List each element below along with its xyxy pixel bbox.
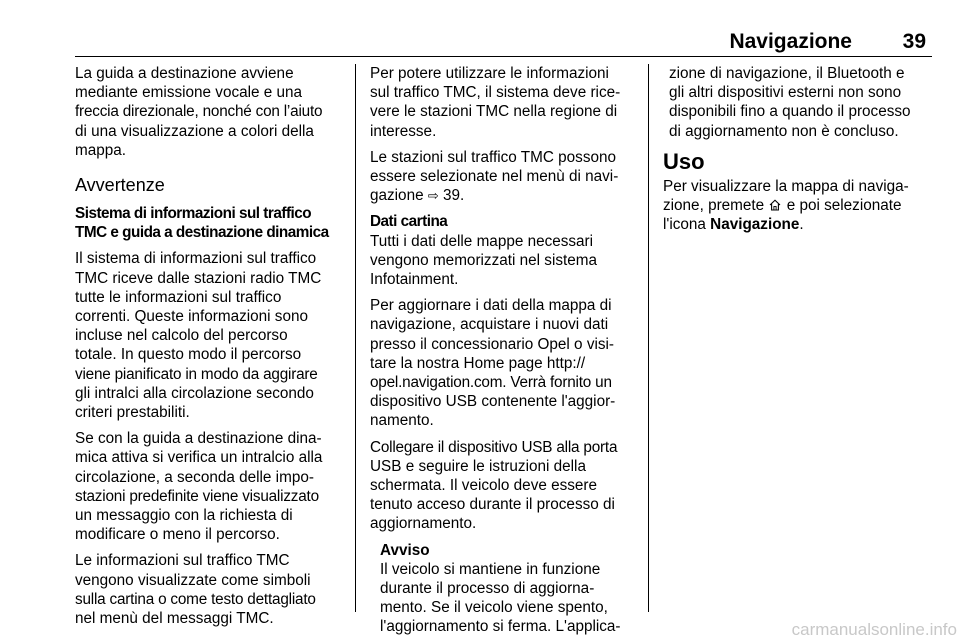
column-3: [663, 64, 929, 241]
paragraph: [370, 296, 636, 430]
column-1: [75, 64, 343, 635]
text-line: navigazione, acquistare i nuovi dati: [370, 316, 609, 334]
text-line: l'icona: [663, 216, 706, 234]
text-line: durante il processo di aggiorna-: [380, 580, 595, 598]
text-line: Il veicolo si mantiene in funzione: [380, 560, 601, 578]
text-line: schermata. Il veicolo deve essere: [370, 477, 598, 495]
menu-item-navigazione: Navigazione: [710, 216, 800, 234]
text-line: interesse.: [370, 122, 437, 140]
text-line: USB e seguire le istruzioni della: [370, 457, 586, 475]
text-line: correnti. Queste informazioni sono: [75, 308, 308, 326]
text-line: e poi selezionate: [786, 197, 902, 215]
intro-paragraph: [75, 64, 343, 160]
text-line: Collegare il dispositivo USB alla porta: [370, 438, 618, 456]
paragraph: [370, 438, 636, 534]
text-line: totale. In questo modo il percorso: [75, 346, 302, 364]
text-line: presso il concessionario Opel o visi-: [370, 335, 615, 353]
page-header: [75, 30, 932, 54]
text-line: viene pianificato in modo da aggirare: [75, 365, 318, 383]
note-box: [380, 541, 636, 637]
text-line: Sistema di informazioni sul traffico: [75, 205, 312, 223]
text-line: aggiornamento.: [370, 515, 477, 533]
header-rule: [75, 56, 932, 57]
text-line: criteri prestabiliti.: [75, 404, 190, 422]
page-reference-arrow-icon: ⇨: [427, 188, 439, 204]
watermark: carmanualsonline.info: [791, 620, 957, 639]
paragraph: [370, 232, 636, 290]
text-line: Per aggiornare i dati della mappa di: [370, 297, 612, 315]
section-heading: Avvertenze: [75, 175, 165, 196]
subheading: Dati cartina: [370, 213, 448, 231]
text-line: di una visualizzazione a colori della: [75, 122, 314, 140]
text-line: sul traffico TMC, il sistema deve rice-: [370, 84, 621, 102]
text-line: l'aggiornamento si ferma. L'applica-: [380, 618, 621, 636]
paragraph: [370, 64, 636, 141]
text-line: nel menù del messaggi TMC.: [75, 610, 274, 628]
page-number: 39: [902, 30, 926, 53]
text-line: di aggiornamento non è concluso.: [669, 122, 899, 140]
text-line: La guida a destinazione avviene: [75, 65, 294, 82]
text-line: vere le stazioni TMC nella regione di: [370, 103, 618, 121]
text-line: tare la nostra Home page http://: [370, 354, 586, 372]
text-line: Per visualizzare la mappa di naviga-: [663, 177, 909, 195]
text-line: un messaggio con la richiesta di: [75, 507, 293, 525]
text-line: tenuto acceso durante il processo di: [370, 496, 615, 514]
text-line: stazioni predefinite viene visualizzato: [75, 487, 319, 505]
text-line: Le informazioni sul traffico TMC: [75, 552, 290, 570]
page-reference[interactable]: 39.: [443, 187, 465, 205]
text-line: mento. Se il veicolo viene spento,: [380, 599, 608, 617]
text-line: essere selezionate nel menù di navi-: [370, 168, 619, 186]
text-line: Per potere utilizzare le informazioni: [370, 65, 609, 82]
text-line: Infotainment.: [370, 271, 459, 289]
text-line: mediante emissione vocale e una: [75, 84, 303, 102]
text-line: disponibili fino a quando il processo: [669, 103, 911, 121]
column-divider: [355, 64, 356, 612]
home-icon: [768, 198, 782, 212]
text-line: namento.: [370, 412, 434, 430]
text-line: tutte le informazioni sul traffico: [75, 288, 282, 306]
page-title: Navigazione: [729, 30, 852, 53]
text-line: modificare o meno il percorso.: [75, 526, 280, 544]
note-continuation: [669, 64, 929, 141]
text-line: circolazione, a seconda delle impo-: [75, 468, 314, 486]
column-divider: [648, 64, 649, 612]
subheading: [75, 204, 343, 242]
paragraph: [75, 249, 343, 422]
text-line: gli altri dispositivi esterni non sono: [669, 84, 902, 102]
text-line: TMC riceve dalle stazioni radio TMC: [75, 269, 322, 287]
text-line: gazione: [370, 187, 424, 205]
text-line: mappa.: [75, 141, 127, 159]
paragraph: [370, 148, 636, 206]
text-line: dispositivo USB contenente l'aggior-: [370, 393, 616, 411]
note-heading: Avviso: [380, 541, 430, 559]
text-line: incluse nel calcolo del percorso: [75, 327, 288, 345]
paragraph: [663, 177, 929, 235]
text-line: Il sistema di informazioni sul traffico: [75, 250, 317, 268]
text-line: sulla cartina o come testo dettagliato: [75, 590, 316, 608]
text-line: zione, premete: [663, 197, 765, 215]
text-punctuation: .: [799, 216, 804, 234]
text-line: freccia direzionale, nonché con l’aiuto: [75, 103, 323, 121]
text-line: vengono memorizzati nel sistema: [370, 251, 598, 269]
text-line: gli intralci alla circolazione secondo: [75, 384, 314, 402]
column-2: [370, 64, 636, 637]
text-line: Le stazioni sul traffico TMC possono: [370, 148, 617, 166]
text-line: vengono visualizzate come simboli: [75, 571, 311, 589]
paragraph: [75, 551, 343, 628]
text-line: mica attiva si verifica un intralcio alla: [75, 449, 323, 467]
text-line: opel.navigation.com. Verrà fornito un: [370, 374, 612, 392]
text-line: Tutti i dati delle mappe necessari: [370, 232, 594, 250]
text-line: Se con la guida a destinazione dina-: [75, 430, 322, 448]
paragraph: [75, 429, 343, 544]
text-line: zione di navigazione, il Bluetooth e: [669, 65, 905, 82]
text-line: TMC e guida a destinazione dinamica: [75, 224, 329, 242]
section-heading: Uso: [663, 148, 705, 174]
